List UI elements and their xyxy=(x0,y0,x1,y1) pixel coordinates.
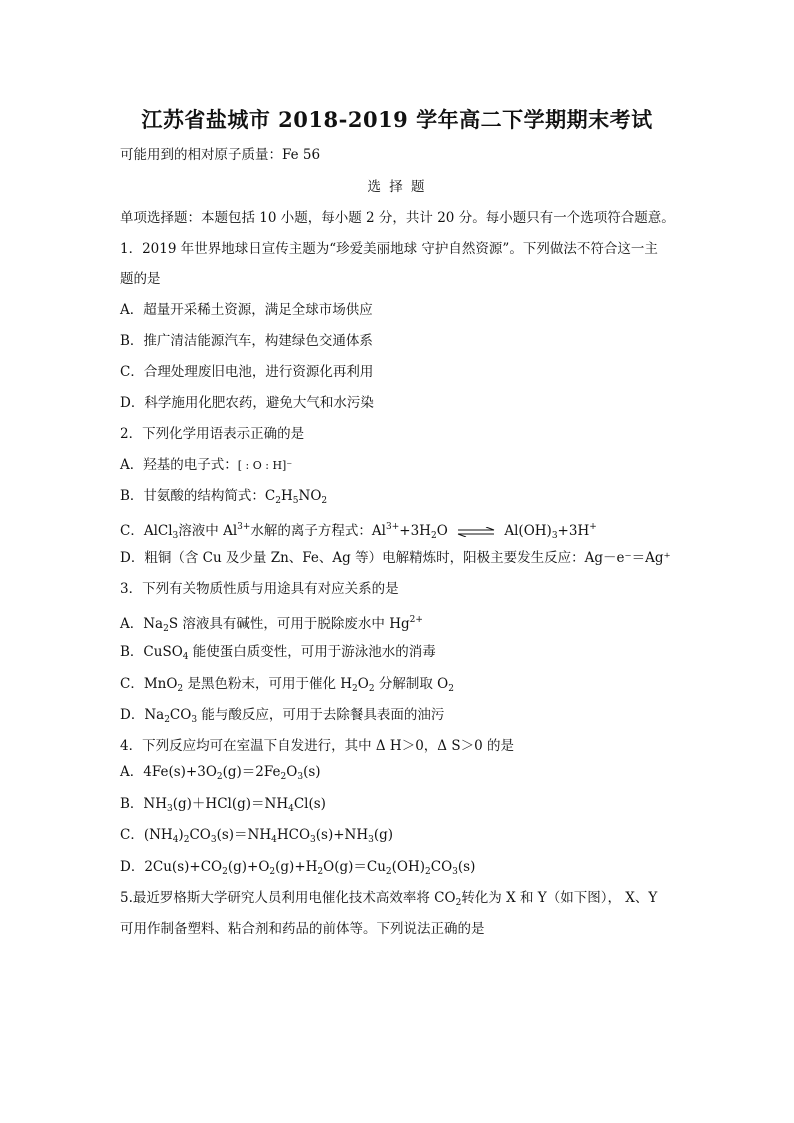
q4-stem: 4．下列反应均可在室温下自发进行，其中 Δ H＞0，Δ S＞0 的是 xyxy=(120,738,514,754)
q1-option-a: A．超量开采稀土资源，满足全球市场供应 xyxy=(120,302,373,318)
exam-title: 江苏省盐城市 2018-2019 学年高二下学期期末考试 xyxy=(141,107,653,132)
q1-option-b: B．推广清洁能源汽车，构建绿色交通体系 xyxy=(120,333,373,349)
q3-stem: 3．下列有关物质性质与用途具有对应关系的是 xyxy=(120,581,399,597)
instructions: 单项选择题：本题包括 10 小题，每小题 2 分，共计 20 分。每小题只有一个选项符合题意。 xyxy=(120,210,675,226)
q2-option-c: C．AlCl$_3$溶液中 $Al^{3+}$水解的离子方程式：$Al^{3+}+3H_2O$ $Al(OH)_3+3H^+$ xyxy=(120,522,597,541)
hydroxyl-electron-formula: [ : O : H]⁻ xyxy=(237,459,293,472)
q3-option-d: D．$Na_2CO_3$ 能与酸反应，可用于去除餐具表面的油污 xyxy=(120,707,445,725)
q2-option-d: D．粗铜（含 Cu 及少量 Zn、Fe、Ag 等）电解精炼时，阳极主要发生反应：Ag－e⁻＝Ag⁺ xyxy=(120,550,671,566)
q4-option-b: B．$NH_3(g)+HCl(g)=NH_4Cl(s)$ xyxy=(120,796,326,814)
q3-option-a: A．$Na_2S$ 溶液具有碱性，可用于脱除废水中 $Hg^{2+}$ xyxy=(120,615,423,634)
q4-option-a: A．$4Fe(s)+3O_2(g)=2Fe_2O_3(s)$ xyxy=(120,764,321,782)
q2-option-a: A．羟基的电子式：[ : O : H]⁻ xyxy=(120,457,293,473)
q1-stem-line1: 1．2019 年世界地球日宣传主题为“珍爱美丽地球 守护自然资源”。下列做法不符合这一主 xyxy=(120,241,658,257)
q1-option-d: D．科学施用化肥农药，避免大气和水污染 xyxy=(120,395,374,411)
q2-option-b: B．甘氨酸的结构简式：$C_2H_5NO_2$ xyxy=(120,488,328,506)
q5-stem-line2: 可用作制备塑料、粘合剂和药品的前体等。下列说法正确的是 xyxy=(120,921,485,937)
q3-option-c: C．MnO$_2$ 是黑色粉末，可用于催化 $H_2O_2$ 分解制取 $O_2$ xyxy=(120,676,454,694)
equilibrium-arrow-icon xyxy=(456,527,496,537)
q1-option-c: C．合理处理废旧电池，进行资源化再利用 xyxy=(120,364,374,380)
q4-option-d: D．$2Cu(s)+CO_2(g)+O_2(g)+H_2O(g)=Cu_2(OH)_2CO_3(s)$ xyxy=(120,859,476,877)
q3-option-b: B．CuSO$_4$ 能使蛋白质变性，可用于游泳池水的消毒 xyxy=(120,644,436,662)
q5-stem-line1: 5.最近罗格斯大学研究人员利用电催化技术高效率将 $CO_2$转化为 X 和 Y（如下图）， X、Y xyxy=(120,890,658,908)
q1-stem-line2: 题的是 xyxy=(120,271,161,287)
atomic-mass-note: 可能用到的相对原子质量：Fe 56 xyxy=(120,147,321,163)
section-heading: 选 择 题 xyxy=(367,179,427,195)
q2-stem: 2．下列化学用语表示正确的是 xyxy=(120,426,305,442)
q4-option-c: C．$(NH_4)_2CO_3(s)=NH_4HCO_3(s)+NH_3(g)$ xyxy=(120,827,394,845)
